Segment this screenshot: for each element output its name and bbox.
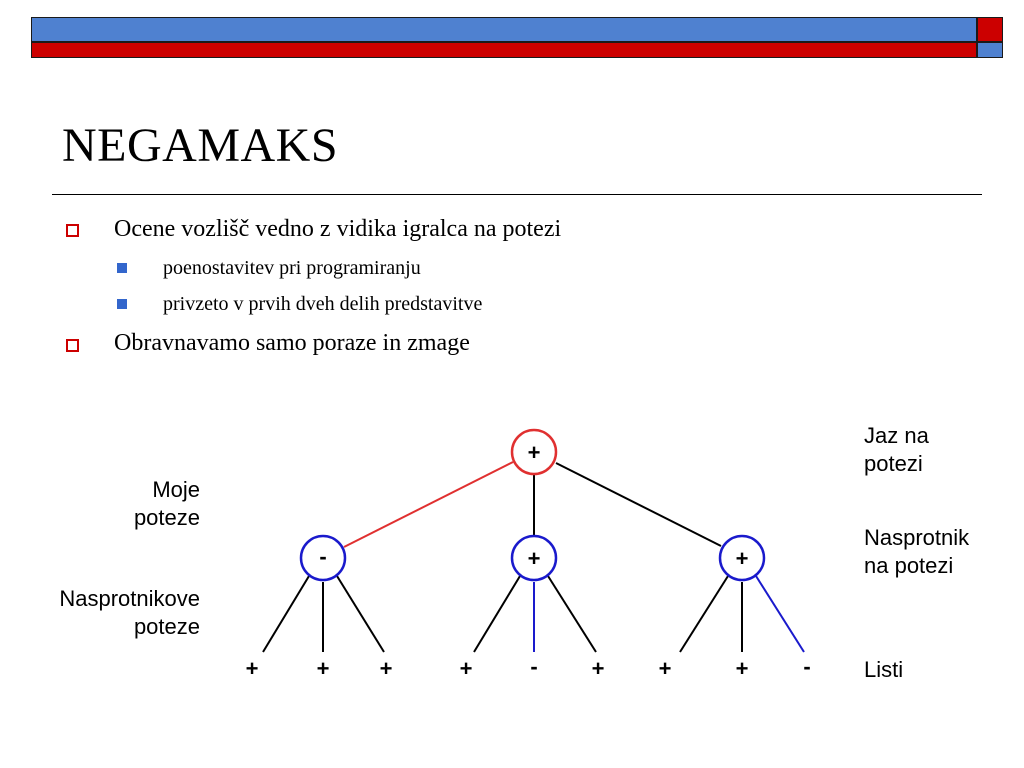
tree-edge bbox=[680, 576, 728, 652]
tree-edge bbox=[474, 576, 520, 652]
root-sign: + bbox=[527, 440, 541, 465]
tree-edge bbox=[263, 576, 309, 652]
slide-title: NEGAMAKS bbox=[62, 119, 339, 172]
label-moje-poteze bbox=[40, 476, 200, 532]
subbullet-2-text: privzeto v prvih dveh delih predstavitve bbox=[163, 293, 483, 315]
leaf-sign: + bbox=[591, 656, 605, 681]
label-line: potezi bbox=[864, 451, 923, 476]
leaf-sign: + bbox=[658, 656, 672, 681]
tree-edge bbox=[556, 463, 721, 546]
subbullet-1-text: poenostavitev pri programiranju bbox=[163, 257, 421, 279]
tree-edge-highlight-red bbox=[344, 462, 513, 547]
leaf-sign: + bbox=[459, 656, 473, 681]
label-line: Nasprotnik bbox=[864, 525, 970, 550]
tree-edge bbox=[337, 576, 384, 652]
leaf-sign: + bbox=[379, 656, 393, 681]
tree-edge-highlight-blue bbox=[756, 576, 804, 652]
label-line: poteze bbox=[133, 614, 200, 639]
middle-sign-right: + bbox=[735, 546, 749, 571]
label-line: na potezi bbox=[864, 553, 954, 578]
middle-sign-center: + bbox=[527, 546, 541, 571]
label-line: poteze bbox=[133, 505, 200, 530]
middle-sign-left: - bbox=[319, 544, 327, 569]
label-line: Moje bbox=[152, 477, 200, 502]
bullet-1-text: Ocene vozlišč vedno z vidika igralca na potezi bbox=[114, 216, 562, 242]
leaf-sign: - bbox=[803, 654, 811, 679]
label-listi: Listi bbox=[864, 657, 904, 682]
tree-edge bbox=[548, 576, 596, 652]
label-line: Nasprotnikove bbox=[59, 586, 200, 611]
bullet-2-text: Obravnavamo samo poraze in zmage bbox=[114, 330, 470, 356]
leaf-sign: + bbox=[735, 656, 749, 681]
label-jaz-na-potezi bbox=[864, 422, 1014, 478]
leaf-sign: + bbox=[316, 656, 330, 681]
leaf-sign: + bbox=[245, 656, 259, 681]
label-line: Jaz na bbox=[864, 423, 929, 448]
leaf-sign: - bbox=[530, 654, 538, 679]
label-nasprotnikove-poteze bbox=[20, 585, 200, 641]
label-nasprotnik-na-potezi bbox=[864, 524, 1014, 580]
